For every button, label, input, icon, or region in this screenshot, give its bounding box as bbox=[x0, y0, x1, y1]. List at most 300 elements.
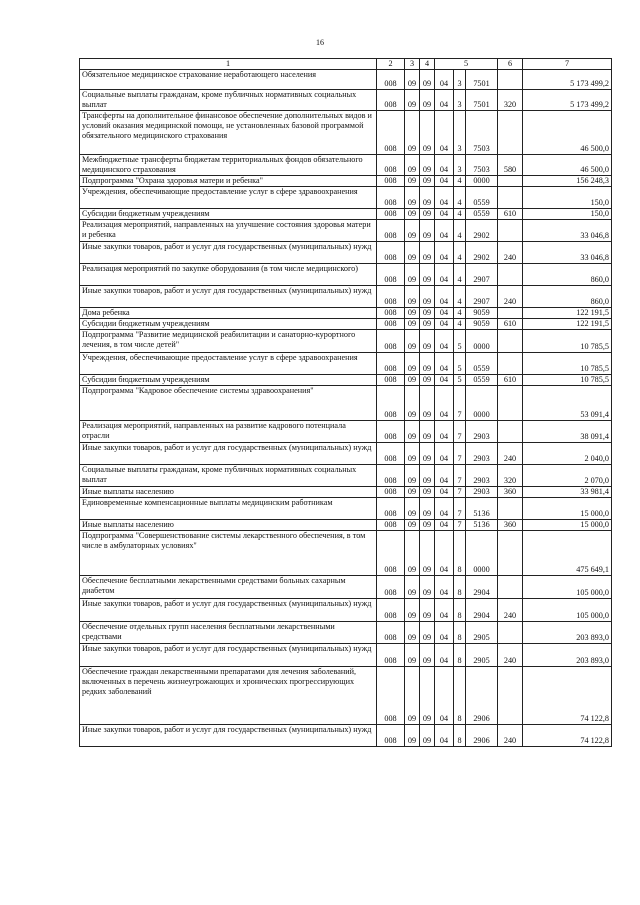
row-col-4: 09 bbox=[420, 622, 435, 644]
row-col-3: 09 bbox=[405, 220, 420, 242]
row-program-code-1: 04 bbox=[435, 667, 454, 725]
row-col-3: 09 bbox=[405, 421, 420, 443]
row-description: Обеспечение бесплатными лекарственными средствами больных сахарным диабетом bbox=[80, 576, 377, 599]
row-col-3: 09 bbox=[405, 465, 420, 487]
header-col-6: 6 bbox=[498, 59, 523, 70]
row-program-code-2: 4 bbox=[454, 209, 466, 220]
table-row bbox=[80, 443, 612, 465]
row-col-4: 09 bbox=[420, 220, 435, 242]
row-amount: 10 785,5 bbox=[523, 353, 612, 375]
row-col-2: 008 bbox=[377, 176, 405, 187]
row-description: Социальные выплаты гражданам, кроме публичных нормативных социальных выплат bbox=[80, 465, 377, 487]
row-col-3: 09 bbox=[405, 375, 420, 386]
row-col-2: 008 bbox=[377, 155, 405, 176]
row-program-code-2: 8 bbox=[454, 644, 466, 667]
row-program-code-1: 04 bbox=[435, 308, 454, 319]
header-col-3: 3 bbox=[405, 59, 420, 70]
row-description: Единовременные компенсационные выплаты медицинским работникам bbox=[80, 498, 377, 520]
row-col-6: 360 bbox=[498, 487, 523, 498]
row-program-code-3: 2903 bbox=[466, 421, 498, 443]
row-program-code-3: 2902 bbox=[466, 220, 498, 242]
row-amount: 5 173 499,2 bbox=[523, 90, 612, 111]
row-col-4: 09 bbox=[420, 576, 435, 599]
row-amount: 150,0 bbox=[523, 187, 612, 209]
table-row bbox=[80, 308, 612, 319]
row-col-2: 008 bbox=[377, 264, 405, 286]
row-description: Иные выплаты населению bbox=[80, 520, 377, 531]
row-col-3: 09 bbox=[405, 576, 420, 599]
row-program-code-1: 04 bbox=[435, 70, 454, 90]
row-description: Реализация мероприятий по закупке оборудования (в том числе медицинского) bbox=[80, 264, 377, 286]
row-col-6 bbox=[498, 353, 523, 375]
row-amount: 10 785,5 bbox=[523, 375, 612, 386]
row-col-4: 09 bbox=[420, 725, 435, 747]
row-program-code-3: 2906 bbox=[466, 725, 498, 747]
row-col-3: 09 bbox=[405, 644, 420, 667]
table-row bbox=[80, 487, 612, 498]
row-col-3: 09 bbox=[405, 443, 420, 465]
row-col-2: 008 bbox=[377, 220, 405, 242]
row-program-code-1: 04 bbox=[435, 353, 454, 375]
row-program-code-1: 04 bbox=[435, 176, 454, 187]
row-amount: 2 040,0 bbox=[523, 443, 612, 465]
row-col-4: 09 bbox=[420, 375, 435, 386]
row-program-code-3: 2904 bbox=[466, 599, 498, 622]
table-row bbox=[80, 498, 612, 520]
row-col-3: 09 bbox=[405, 498, 420, 520]
row-program-code-3: 9059 bbox=[466, 308, 498, 319]
table-row bbox=[80, 111, 612, 155]
row-col-3: 09 bbox=[405, 242, 420, 264]
row-col-3: 09 bbox=[405, 155, 420, 176]
row-description: Межбюджетные трансферты бюджетам территориальных фондов обязательного медицинского страхования bbox=[80, 155, 377, 176]
row-program-code-2: 7 bbox=[454, 443, 466, 465]
row-program-code-3: 7503 bbox=[466, 155, 498, 176]
row-col-4: 09 bbox=[420, 187, 435, 209]
row-description: Обеспечение отдельных групп населения бесплатными лекарственными средствами bbox=[80, 622, 377, 644]
row-program-code-1: 04 bbox=[435, 264, 454, 286]
row-col-2: 008 bbox=[377, 70, 405, 90]
row-col-4: 09 bbox=[420, 465, 435, 487]
row-col-4: 09 bbox=[420, 264, 435, 286]
row-col-2: 008 bbox=[377, 286, 405, 308]
row-col-4: 09 bbox=[420, 667, 435, 725]
row-program-code-3: 0559 bbox=[466, 209, 498, 220]
row-program-code-1: 04 bbox=[435, 386, 454, 421]
row-col-6 bbox=[498, 220, 523, 242]
row-col-4: 09 bbox=[420, 443, 435, 465]
table-row bbox=[80, 330, 612, 353]
row-program-code-3: 0000 bbox=[466, 531, 498, 576]
row-program-code-2: 7 bbox=[454, 498, 466, 520]
row-col-4: 09 bbox=[420, 319, 435, 330]
row-amount: 860,0 bbox=[523, 286, 612, 308]
row-program-code-1: 04 bbox=[435, 498, 454, 520]
row-program-code-2: 3 bbox=[454, 70, 466, 90]
row-program-code-3: 9059 bbox=[466, 319, 498, 330]
row-col-6 bbox=[498, 187, 523, 209]
table-row bbox=[80, 70, 612, 90]
table-row bbox=[80, 90, 612, 111]
row-col-2: 008 bbox=[377, 187, 405, 209]
row-program-code-3: 2907 bbox=[466, 264, 498, 286]
row-col-3: 09 bbox=[405, 531, 420, 576]
row-col-4: 09 bbox=[420, 111, 435, 155]
table-row bbox=[80, 599, 612, 622]
row-description: Иные закупки товаров, работ и услуг для государственных (муниципальных) нужд bbox=[80, 644, 377, 667]
row-col-4: 09 bbox=[420, 286, 435, 308]
row-col-2: 008 bbox=[377, 622, 405, 644]
table-row bbox=[80, 386, 612, 421]
row-col-2: 008 bbox=[377, 319, 405, 330]
row-description: Субсидии бюджетным учреждениям bbox=[80, 375, 377, 386]
row-col-6: 240 bbox=[498, 725, 523, 747]
row-col-2: 008 bbox=[377, 487, 405, 498]
table-row bbox=[80, 375, 612, 386]
row-amount: 33 046,8 bbox=[523, 220, 612, 242]
table-row bbox=[80, 421, 612, 443]
row-col-4: 09 bbox=[420, 330, 435, 353]
row-col-3: 09 bbox=[405, 209, 420, 220]
row-col-3: 09 bbox=[405, 187, 420, 209]
row-description: Подпрограмма "Совершенствование системы лекарственного обеспечения, в том числе в амбулаторных условиях" bbox=[80, 531, 377, 576]
row-program-code-3: 5136 bbox=[466, 520, 498, 531]
row-description: Иные закупки товаров, работ и услуг для государственных (муниципальных) нужд bbox=[80, 286, 377, 308]
row-col-6 bbox=[498, 576, 523, 599]
row-program-code-2: 3 bbox=[454, 111, 466, 155]
row-program-code-3: 2907 bbox=[466, 286, 498, 308]
row-col-2: 008 bbox=[377, 725, 405, 747]
table-row bbox=[80, 531, 612, 576]
row-amount: 15 000,0 bbox=[523, 498, 612, 520]
row-program-code-3: 5136 bbox=[466, 498, 498, 520]
row-description: Субсидии бюджетным учреждениям bbox=[80, 319, 377, 330]
row-col-4: 09 bbox=[420, 386, 435, 421]
table-row bbox=[80, 520, 612, 531]
row-program-code-2: 8 bbox=[454, 576, 466, 599]
row-description: Обязательное медицинское страхование неработающего населения bbox=[80, 70, 377, 90]
row-program-code-3: 2905 bbox=[466, 644, 498, 667]
row-program-code-3: 2903 bbox=[466, 443, 498, 465]
row-program-code-1: 04 bbox=[435, 644, 454, 667]
header-col-4: 4 bbox=[420, 59, 435, 70]
row-col-2: 008 bbox=[377, 386, 405, 421]
row-description: Реализация мероприятий, направленных на улучшение состояния здоровья матери и ребенка bbox=[80, 220, 377, 242]
row-col-6: 240 bbox=[498, 599, 523, 622]
row-col-2: 008 bbox=[377, 498, 405, 520]
row-description: Подпрограмма "Охрана здоровья матери и ребенка" bbox=[80, 176, 377, 187]
row-col-4: 09 bbox=[420, 242, 435, 264]
row-program-code-1: 04 bbox=[435, 90, 454, 111]
row-col-4: 09 bbox=[420, 70, 435, 90]
row-col-4: 09 bbox=[420, 487, 435, 498]
row-col-6 bbox=[498, 330, 523, 353]
row-col-6: 240 bbox=[498, 443, 523, 465]
row-col-3: 09 bbox=[405, 264, 420, 286]
row-col-3: 09 bbox=[405, 667, 420, 725]
row-col-3: 09 bbox=[405, 330, 420, 353]
row-program-code-2: 7 bbox=[454, 465, 466, 487]
row-amount: 2 070,0 bbox=[523, 465, 612, 487]
row-col-6 bbox=[498, 498, 523, 520]
row-col-2: 008 bbox=[377, 421, 405, 443]
row-col-6 bbox=[498, 70, 523, 90]
row-amount: 10 785,5 bbox=[523, 330, 612, 353]
row-amount: 33 046,8 bbox=[523, 242, 612, 264]
row-program-code-3: 7501 bbox=[466, 70, 498, 90]
row-amount: 203 893,0 bbox=[523, 644, 612, 667]
row-program-code-1: 04 bbox=[435, 465, 454, 487]
row-col-2: 008 bbox=[377, 375, 405, 386]
budget-table bbox=[79, 58, 612, 747]
row-col-4: 09 bbox=[420, 155, 435, 176]
row-col-4: 09 bbox=[420, 90, 435, 111]
row-col-2: 008 bbox=[377, 599, 405, 622]
row-program-code-1: 04 bbox=[435, 375, 454, 386]
header-col-5: 5 bbox=[435, 59, 498, 70]
row-description: Социальные выплаты гражданам, кроме публичных нормативных социальных выплат bbox=[80, 90, 377, 111]
table-row bbox=[80, 176, 612, 187]
row-amount: 15 000,0 bbox=[523, 520, 612, 531]
row-col-2: 008 bbox=[377, 353, 405, 375]
row-program-code-1: 04 bbox=[435, 622, 454, 644]
row-amount: 46 500,0 bbox=[523, 111, 612, 155]
table-body bbox=[80, 70, 612, 747]
table-row bbox=[80, 725, 612, 747]
table-row bbox=[80, 319, 612, 330]
row-program-code-1: 04 bbox=[435, 487, 454, 498]
header-col-7: 7 bbox=[523, 59, 612, 70]
row-program-code-1: 04 bbox=[435, 725, 454, 747]
row-program-code-3: 2903 bbox=[466, 465, 498, 487]
row-program-code-3: 7503 bbox=[466, 111, 498, 155]
row-amount: 475 649,1 bbox=[523, 531, 612, 576]
row-col-3: 09 bbox=[405, 622, 420, 644]
row-program-code-2: 5 bbox=[454, 375, 466, 386]
row-description: Иные закупки товаров, работ и услуг для государственных (муниципальных) нужд bbox=[80, 443, 377, 465]
row-col-6 bbox=[498, 176, 523, 187]
row-program-code-2: 8 bbox=[454, 622, 466, 644]
row-col-6 bbox=[498, 667, 523, 725]
row-program-code-3: 0559 bbox=[466, 375, 498, 386]
row-col-3: 09 bbox=[405, 319, 420, 330]
row-col-3: 09 bbox=[405, 725, 420, 747]
row-program-code-1: 04 bbox=[435, 187, 454, 209]
row-program-code-2: 7 bbox=[454, 520, 466, 531]
row-program-code-3: 2905 bbox=[466, 622, 498, 644]
row-col-2: 008 bbox=[377, 531, 405, 576]
table-row bbox=[80, 667, 612, 725]
row-amount: 74 122,8 bbox=[523, 667, 612, 725]
row-program-code-3: 7501 bbox=[466, 90, 498, 111]
row-col-6: 610 bbox=[498, 375, 523, 386]
row-col-4: 09 bbox=[420, 308, 435, 319]
row-col-3: 09 bbox=[405, 386, 420, 421]
row-col-6: 240 bbox=[498, 644, 523, 667]
row-program-code-1: 04 bbox=[435, 286, 454, 308]
row-amount: 105 000,0 bbox=[523, 599, 612, 622]
row-col-4: 09 bbox=[420, 531, 435, 576]
row-col-2: 008 bbox=[377, 90, 405, 111]
row-program-code-3: 2904 bbox=[466, 576, 498, 599]
row-col-2: 008 bbox=[377, 242, 405, 264]
row-col-6 bbox=[498, 264, 523, 286]
row-col-4: 09 bbox=[420, 498, 435, 520]
row-program-code-2: 4 bbox=[454, 308, 466, 319]
row-col-6 bbox=[498, 386, 523, 421]
row-col-6: 320 bbox=[498, 465, 523, 487]
row-program-code-1: 04 bbox=[435, 111, 454, 155]
row-col-6 bbox=[498, 111, 523, 155]
row-col-4: 09 bbox=[420, 520, 435, 531]
row-amount: 122 191,5 bbox=[523, 319, 612, 330]
row-program-code-1: 04 bbox=[435, 421, 454, 443]
row-description: Иные закупки товаров, работ и услуг для государственных (муниципальных) нужд bbox=[80, 599, 377, 622]
row-col-2: 008 bbox=[377, 644, 405, 667]
row-col-6: 580 bbox=[498, 155, 523, 176]
table-row bbox=[80, 155, 612, 176]
row-amount: 5 173 499,2 bbox=[523, 70, 612, 90]
row-amount: 105 000,0 bbox=[523, 576, 612, 599]
table-row bbox=[80, 576, 612, 599]
row-amount: 150,0 bbox=[523, 209, 612, 220]
row-col-2: 008 bbox=[377, 465, 405, 487]
row-col-2: 008 bbox=[377, 443, 405, 465]
row-program-code-2: 4 bbox=[454, 319, 466, 330]
row-amount: 74 122,8 bbox=[523, 725, 612, 747]
row-program-code-3: 2903 bbox=[466, 487, 498, 498]
row-col-4: 09 bbox=[420, 209, 435, 220]
row-description: Субсидии бюджетным учреждениям bbox=[80, 209, 377, 220]
row-program-code-3: 2902 bbox=[466, 242, 498, 264]
row-col-4: 09 bbox=[420, 176, 435, 187]
row-col-6: 320 bbox=[498, 90, 523, 111]
header-col-1: 1 bbox=[80, 59, 377, 70]
row-program-code-2: 3 bbox=[454, 90, 466, 111]
row-col-4: 09 bbox=[420, 353, 435, 375]
row-amount: 38 091,4 bbox=[523, 421, 612, 443]
row-program-code-1: 04 bbox=[435, 155, 454, 176]
table-row bbox=[80, 353, 612, 375]
row-program-code-1: 04 bbox=[435, 531, 454, 576]
row-col-6: 240 bbox=[498, 242, 523, 264]
row-col-3: 09 bbox=[405, 111, 420, 155]
row-program-code-1: 04 bbox=[435, 319, 454, 330]
row-amount: 122 191,5 bbox=[523, 308, 612, 319]
row-col-3: 09 bbox=[405, 308, 420, 319]
row-col-2: 008 bbox=[377, 520, 405, 531]
row-program-code-2: 7 bbox=[454, 421, 466, 443]
page-number: 16 bbox=[316, 38, 324, 47]
row-program-code-3: 0000 bbox=[466, 386, 498, 421]
row-program-code-3: 0000 bbox=[466, 176, 498, 187]
row-description: Учреждения, обеспечивающие предоставление услуг в сфере здравоохранения bbox=[80, 187, 377, 209]
row-col-6: 610 bbox=[498, 319, 523, 330]
row-program-code-2: 5 bbox=[454, 353, 466, 375]
table-row bbox=[80, 242, 612, 264]
row-program-code-2: 4 bbox=[454, 220, 466, 242]
row-program-code-2: 8 bbox=[454, 725, 466, 747]
row-program-code-1: 04 bbox=[435, 520, 454, 531]
row-program-code-2: 8 bbox=[454, 599, 466, 622]
table-row bbox=[80, 220, 612, 242]
row-program-code-2: 7 bbox=[454, 487, 466, 498]
row-col-6: 240 bbox=[498, 286, 523, 308]
row-col-6: 610 bbox=[498, 209, 523, 220]
row-amount: 203 893,0 bbox=[523, 622, 612, 644]
row-program-code-1: 04 bbox=[435, 242, 454, 264]
row-program-code-1: 04 bbox=[435, 576, 454, 599]
row-col-3: 09 bbox=[405, 487, 420, 498]
row-col-2: 008 bbox=[377, 330, 405, 353]
row-col-3: 09 bbox=[405, 599, 420, 622]
row-description: Иные закупки товаров, работ и услуг для государственных (муниципальных) нужд bbox=[80, 242, 377, 264]
table-row bbox=[80, 209, 612, 220]
row-col-4: 09 bbox=[420, 599, 435, 622]
table-row bbox=[80, 622, 612, 644]
table-row bbox=[80, 264, 612, 286]
row-col-6: 360 bbox=[498, 520, 523, 531]
row-program-code-3: 0000 bbox=[466, 330, 498, 353]
row-col-3: 09 bbox=[405, 90, 420, 111]
row-col-4: 09 bbox=[420, 421, 435, 443]
row-description: Подпрограмма "Развитие медицинской реабилитации и санаторно-курортного лечения, в том числе детей" bbox=[80, 330, 377, 353]
row-program-code-3: 0559 bbox=[466, 353, 498, 375]
row-program-code-2: 4 bbox=[454, 264, 466, 286]
row-col-6 bbox=[498, 531, 523, 576]
row-amount: 33 981,4 bbox=[523, 487, 612, 498]
row-program-code-1: 04 bbox=[435, 330, 454, 353]
row-col-2: 008 bbox=[377, 308, 405, 319]
row-amount: 46 500,0 bbox=[523, 155, 612, 176]
row-description: Дома ребенка bbox=[80, 308, 377, 319]
row-program-code-1: 04 bbox=[435, 599, 454, 622]
row-amount: 53 091,4 bbox=[523, 386, 612, 421]
row-program-code-2: 4 bbox=[454, 242, 466, 264]
table-row bbox=[80, 465, 612, 487]
row-description: Подпрограмма "Кадровое обеспечение системы здравоохранения" bbox=[80, 386, 377, 421]
table-row bbox=[80, 286, 612, 308]
row-col-3: 09 bbox=[405, 353, 420, 375]
row-program-code-2: 8 bbox=[454, 667, 466, 725]
row-program-code-2: 4 bbox=[454, 176, 466, 187]
row-col-4: 09 bbox=[420, 644, 435, 667]
row-program-code-2: 3 bbox=[454, 155, 466, 176]
header-col-2: 2 bbox=[377, 59, 405, 70]
row-program-code-2: 4 bbox=[454, 286, 466, 308]
row-col-6 bbox=[498, 308, 523, 319]
row-col-3: 09 bbox=[405, 286, 420, 308]
row-col-3: 09 bbox=[405, 520, 420, 531]
row-col-2: 008 bbox=[377, 111, 405, 155]
row-program-code-1: 04 bbox=[435, 443, 454, 465]
row-program-code-2: 5 bbox=[454, 330, 466, 353]
row-col-2: 008 bbox=[377, 209, 405, 220]
row-program-code-3: 2906 bbox=[466, 667, 498, 725]
row-program-code-2: 4 bbox=[454, 187, 466, 209]
row-program-code-3: 0559 bbox=[466, 187, 498, 209]
row-col-3: 09 bbox=[405, 70, 420, 90]
row-description: Обеспечение граждан лекарственными препаратами для лечения заболеваний, включенных в перечень жизнеугрожающих и хронических прогрессирующих редких заболеваний bbox=[80, 667, 377, 725]
row-program-code-1: 04 bbox=[435, 209, 454, 220]
row-col-3: 09 bbox=[405, 176, 420, 187]
row-description: Учреждения, обеспечивающие предоставление услуг в сфере здравоохранения bbox=[80, 353, 377, 375]
row-program-code-2: 7 bbox=[454, 386, 466, 421]
row-program-code-2: 8 bbox=[454, 531, 466, 576]
row-description: Иные выплаты населению bbox=[80, 487, 377, 498]
row-amount: 860,0 bbox=[523, 264, 612, 286]
table-row bbox=[80, 644, 612, 667]
